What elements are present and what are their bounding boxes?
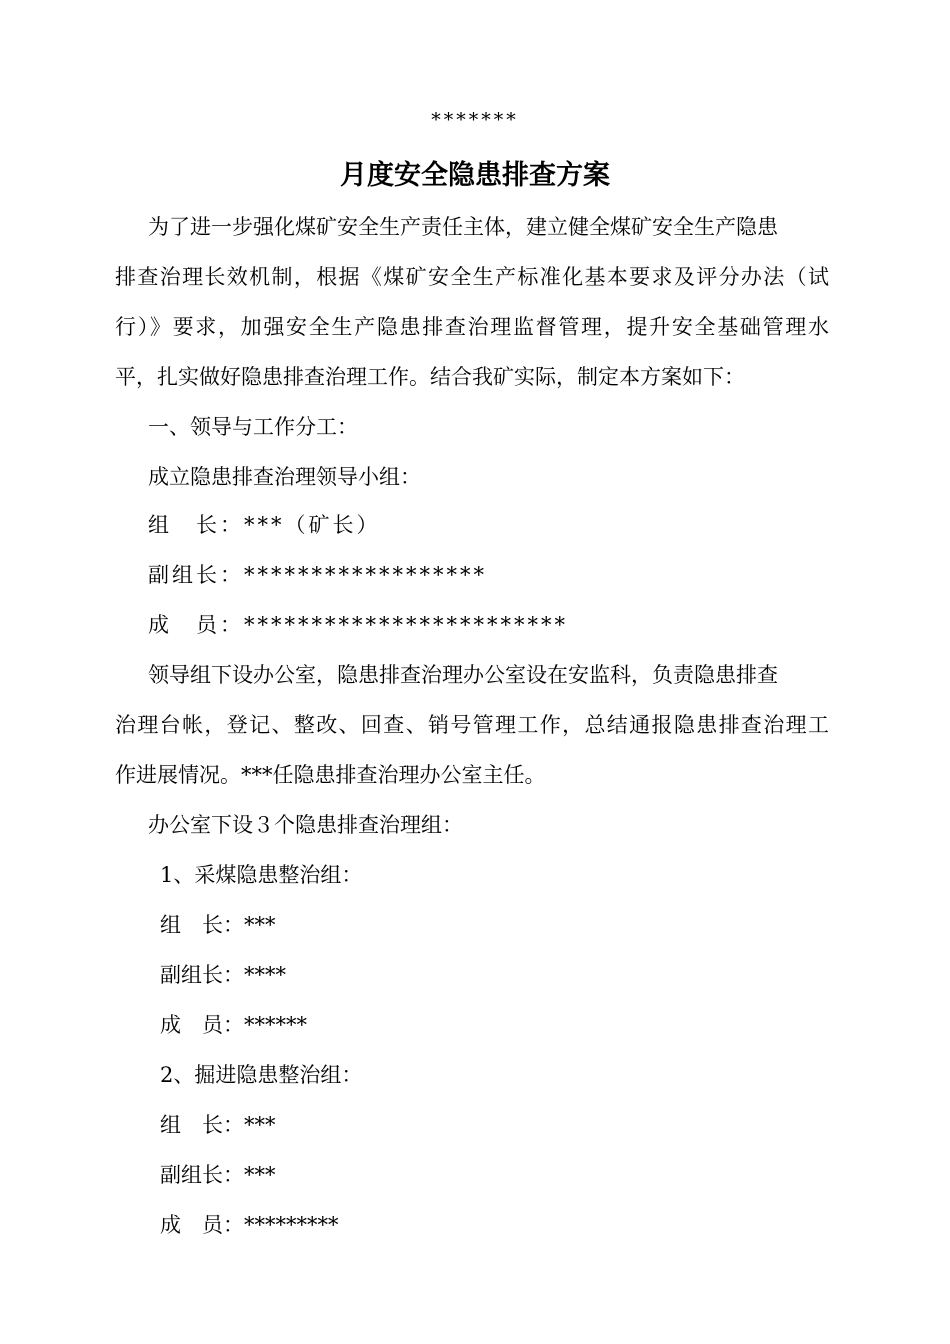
mining-group-members: 成 员：****** (160, 1013, 307, 1037)
tunneling-group-members: 成 员：********* (160, 1213, 339, 1237)
leadership-group-intro: 成立隐患排查治理领导小组： (148, 465, 421, 489)
mining-group-deputy: 副组长：**** (160, 963, 286, 987)
intro-line-4: 平，扎实做好隐患排查治理工作。结合我矿实际，制定本方案如下： (115, 365, 745, 389)
office-line-1: 领导组下设办公室，隐患排查治理办公室设在安监科，负责隐患排查 (148, 663, 778, 687)
group-leader: 组 长：***（矿长） (148, 513, 381, 537)
office-groups-intro: 办公室下设３个隐患排查治理组： (148, 813, 463, 837)
tunneling-group-deputy: 副组长：*** (160, 1163, 276, 1187)
tunneling-group-leader: 组 长：*** (160, 1113, 276, 1137)
mining-group-title: 1、采煤隐患整治组： (160, 863, 363, 887)
section-heading: 一、领导与工作分工： (148, 415, 358, 439)
group-members: 成 员：************************ (148, 613, 568, 637)
mining-group-leader: 组 长：*** (160, 913, 276, 937)
intro-line-1: 为了进一步强化煤矿安全生产责任主体，建立健全煤矿安全生产隐患 (148, 215, 778, 239)
organization-name: ******* (431, 109, 519, 131)
deputy-leader: 副组长：****************** (148, 563, 487, 587)
office-line-2: 治理台帐，登记、整改、回查、销号管理工作，总结通报隐患排查治理工 (115, 713, 829, 737)
tunneling-group-title: 2、掘进隐患整治组： (160, 1063, 363, 1087)
intro-line-3: 行）》要求，加强安全生产隐患排查治理监督管理，提升安全基础管理水 (115, 315, 829, 339)
document-title: 月度安全隐患排查方案 (340, 160, 610, 191)
intro-line-2: 排查治理长效机制，根据《煤矿安全生产标准化基本要求及评分办法（试 (115, 265, 829, 289)
office-line-3: 作进展情况。***任隐患排查治理办公室主任。 (115, 763, 546, 787)
